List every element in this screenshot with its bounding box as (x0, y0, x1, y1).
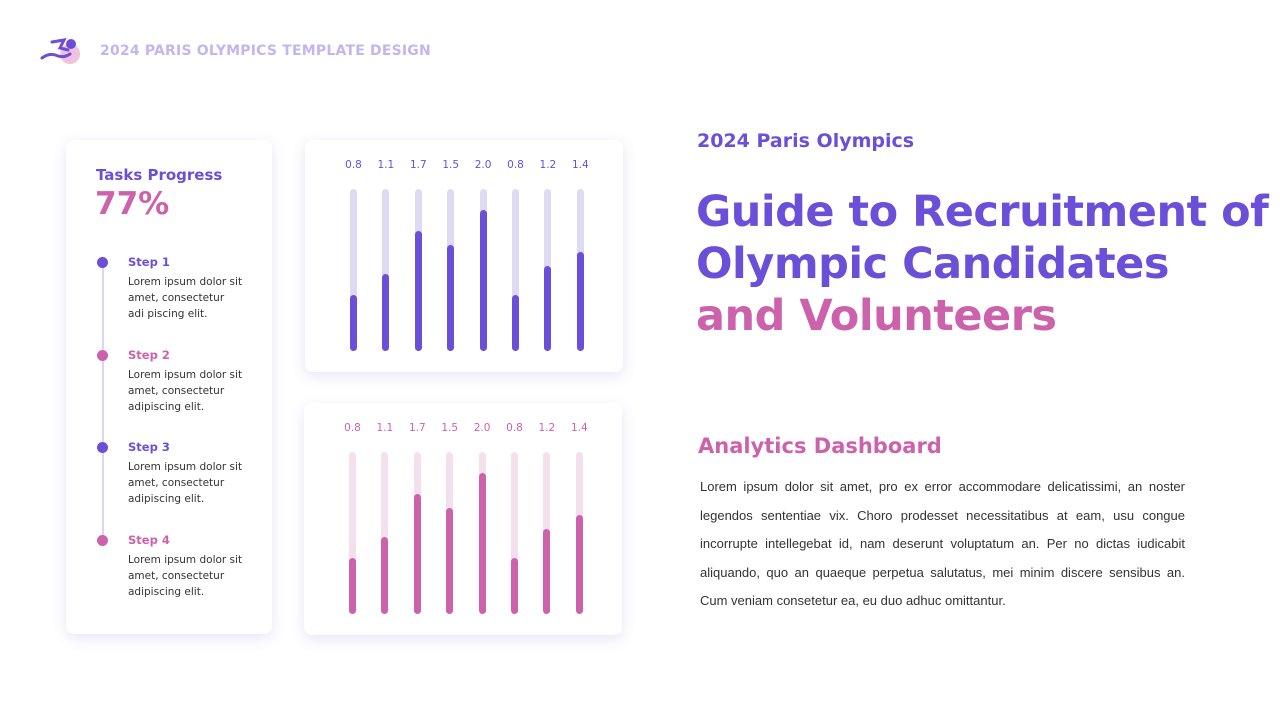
bar-track (480, 189, 487, 351)
step-dot (97, 350, 108, 361)
bar-value-label: 2.0 (474, 159, 492, 171)
bar (349, 558, 356, 614)
bar (511, 558, 518, 614)
bar (415, 231, 422, 351)
bar-track (511, 452, 518, 614)
step-dot (97, 442, 108, 453)
bar-track (414, 452, 421, 614)
analytics-title: Analytics Dashboard (698, 434, 942, 458)
bar (576, 515, 583, 614)
bar-value-label: 1.5 (442, 159, 460, 171)
bar-value-label: 1.1 (376, 422, 394, 434)
bar-value-label: 1.7 (409, 159, 427, 171)
bar-value-label: 0.8 (345, 159, 362, 171)
bar-track (447, 189, 454, 351)
bar-track (544, 189, 551, 351)
bar (479, 473, 486, 614)
bar-value-label: 1.7 (408, 422, 426, 434)
hero-subtitle: 2024 Paris Olympics (697, 130, 915, 152)
step-label: Step 1 (128, 255, 170, 269)
bar-value-label: 1.4 (571, 159, 589, 171)
bar-track (382, 189, 389, 351)
bar-value-label: 0.8 (507, 159, 524, 171)
bar-track (415, 189, 422, 351)
step-text: Lorem ipsum dolor sit amet, consectetur adipiscing elit. (128, 553, 243, 598)
timeline-line (102, 262, 104, 542)
header-title: 2024 PARIS OLYMPICS TEMPLATE DESIGN (100, 43, 431, 59)
bar (381, 537, 388, 614)
bar-track (576, 452, 583, 614)
bar-value-label: 1.2 (539, 159, 557, 171)
header (40, 36, 431, 66)
bar (577, 252, 584, 351)
tasks-progress-card (66, 140, 272, 634)
bar-value-label: 0.8 (344, 422, 361, 434)
bar-value-label: 0.8 (506, 422, 523, 434)
hero-title-line-3: and Volunteers (696, 291, 1057, 341)
swimmer-icon (40, 36, 82, 66)
bar-track (543, 452, 550, 614)
step-label: Step 2 (128, 347, 170, 362)
bar (512, 295, 519, 351)
bar-chart-pink (304, 403, 622, 635)
bar-value-label: 1.2 (538, 422, 556, 434)
tasks-progress-percent: 77% (95, 186, 170, 222)
step-dot (97, 257, 108, 268)
bar-track (577, 189, 584, 351)
step-text: Lorem ipsum dolor sit amet, consectetur adipiscing elit. (128, 368, 243, 413)
step-dot (97, 535, 108, 546)
bar (414, 494, 421, 614)
bar (447, 245, 454, 351)
bar-value-label: 1.5 (441, 422, 459, 434)
hero-title-line-1: Guide to Recruitment of (696, 187, 1269, 237)
step-label: Step 4 (128, 532, 170, 547)
analytics-body: Lorem ipsum dolor sit amet, pro ex error accommodare delicatissimi, an nоster legendos sententiae vix. Choro prodesset necessitatibus at eam, usu congue incorrupte intellegebat id, nam deserunt voluptatum an. Per no dictas iudicabit aliquando, quo an quaeque perpetua salutatus, mei minim discere sensibus an. Cum veniam consetetur ea, eu duo adhuc omittantur. (700, 479, 1185, 608)
bar-track (349, 452, 356, 614)
bar (480, 210, 487, 351)
bar (382, 274, 389, 351)
bar (543, 529, 550, 614)
bar-chart-purple (305, 140, 623, 372)
hero-title-line-2: Olympic Candidates (696, 239, 1169, 289)
bar-track (381, 452, 388, 614)
bar-value-label: 2.0 (473, 422, 491, 434)
bar (350, 295, 357, 351)
bar-track (479, 452, 486, 614)
bar-track (512, 189, 519, 351)
hero-title (696, 186, 1268, 342)
bar-track (350, 189, 357, 351)
step-text: Lorem ipsum dolor sit amet, consectetur adipiscing elit. (128, 461, 243, 505)
step-text: Lorem ipsum dolor sit amet, consectetur adi piscing elit. (128, 276, 243, 320)
bar (544, 266, 551, 351)
bar-value-label: 1.4 (570, 422, 588, 434)
tasks-progress-title: Tasks Progress (96, 166, 223, 184)
bar-track (446, 452, 453, 614)
bar (446, 508, 453, 614)
step-label: Step 3 (128, 440, 170, 454)
bar-value-label: 1.1 (377, 159, 395, 171)
